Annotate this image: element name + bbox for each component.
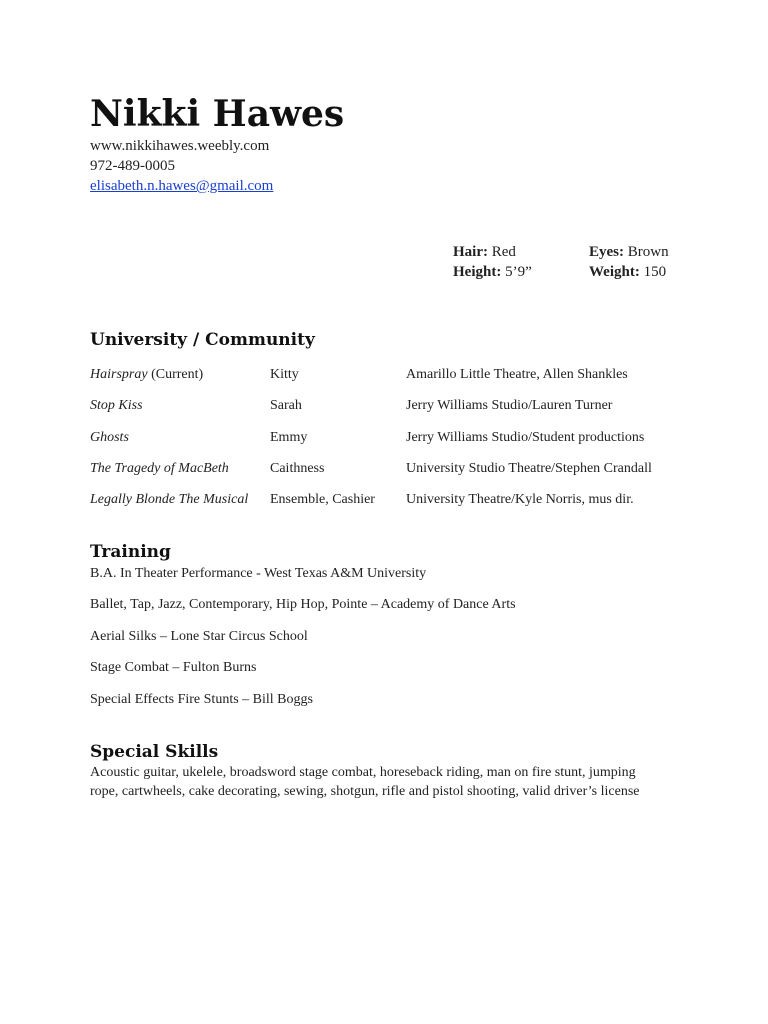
stat-hair: Hair: Red <box>453 244 516 260</box>
credit-row <box>90 428 730 448</box>
credit-show-title: Stop Kiss <box>90 398 143 413</box>
credit-show-title: The Tragedy of MacBeth <box>90 461 229 476</box>
section-title-training: Training <box>90 542 171 562</box>
credit-show-title: Legally Blonde The Musical <box>90 492 249 507</box>
credit-venue: University Theatre/Kyle Norris, mus dir. <box>406 492 634 507</box>
credit-show-suffix: (Current) <box>147 367 204 382</box>
special-skills-text: Acoustic guitar, ukelele, broadsword stage combat, horeseback riding, man on fire stunt, jumping rope, cartwheels, cake decorating, sewing, shotgun, rifle and pistol shooting, valid driver’s license <box>90 765 640 799</box>
training-item: Aerial Silks – Lone Star Circus School <box>90 629 308 644</box>
credit-venue: Jerry Williams Studio/Student productions <box>406 430 645 445</box>
section-title-university-community: University / Community <box>90 330 315 350</box>
email-link[interactable]: elisabeth.n.hawes@gmail.com <box>90 178 274 194</box>
credit-venue: Amarillo Little Theatre, Allen Shankles <box>406 367 628 382</box>
stat-eyes-value: Brown <box>627 244 669 260</box>
training-item: Stage Combat – Fulton Burns <box>90 660 257 675</box>
credit-role: Caithness <box>270 461 325 476</box>
phone-text: 972-489-0005 <box>90 158 175 174</box>
stat-weight-label: Weight <box>589 264 635 280</box>
credit-row <box>90 490 730 510</box>
credit-show <box>90 428 129 448</box>
stat-weight-value: 150 <box>643 264 667 280</box>
credit-row <box>90 459 730 479</box>
credit-show <box>90 459 229 479</box>
credit-row <box>90 396 730 416</box>
credit-show <box>90 365 203 385</box>
credit-role: Emmy <box>270 430 308 445</box>
stat-height-value: 5’9” <box>505 264 532 280</box>
training-item: B.A. In Theater Performance - West Texas A&M University <box>90 566 427 581</box>
stat-height: Height: 5’9” <box>453 264 532 280</box>
stat-hair-label: Hair <box>453 244 483 260</box>
credit-venue: University Studio Theatre/Stephen Crandall <box>406 461 652 476</box>
credit-role: Ensemble, Cashier <box>270 492 375 507</box>
resume-name: Nikki Hawes <box>90 93 345 135</box>
credit-row <box>90 365 730 385</box>
stat-hair-value: Red <box>491 244 516 260</box>
credit-show <box>90 490 248 510</box>
credit-venue: Jerry Williams Studio/Lauren Turner <box>406 398 613 413</box>
section-title-special-skills: Special Skills <box>90 742 219 762</box>
training-item: Special Effects Fire Stunts – Bill Boggs <box>90 692 313 707</box>
stat-height-label: Height <box>453 264 497 280</box>
credit-role: Kitty <box>270 367 299 382</box>
stat-weight: Weight: 150 <box>589 264 667 280</box>
credit-show-title: Hairspray <box>90 367 148 382</box>
credit-role: Sarah <box>270 398 302 413</box>
website-text: www.nikkihawes.weebly.com <box>90 138 270 154</box>
credit-show-title: Ghosts <box>90 430 129 445</box>
stat-eyes-label: Eyes <box>589 244 619 260</box>
credit-show <box>90 396 143 416</box>
training-item: Ballet, Tap, Jazz, Contemporary, Hip Hop, Pointe – Academy of Dance Arts <box>90 597 516 612</box>
stat-eyes: Eyes: Brown <box>589 244 669 260</box>
